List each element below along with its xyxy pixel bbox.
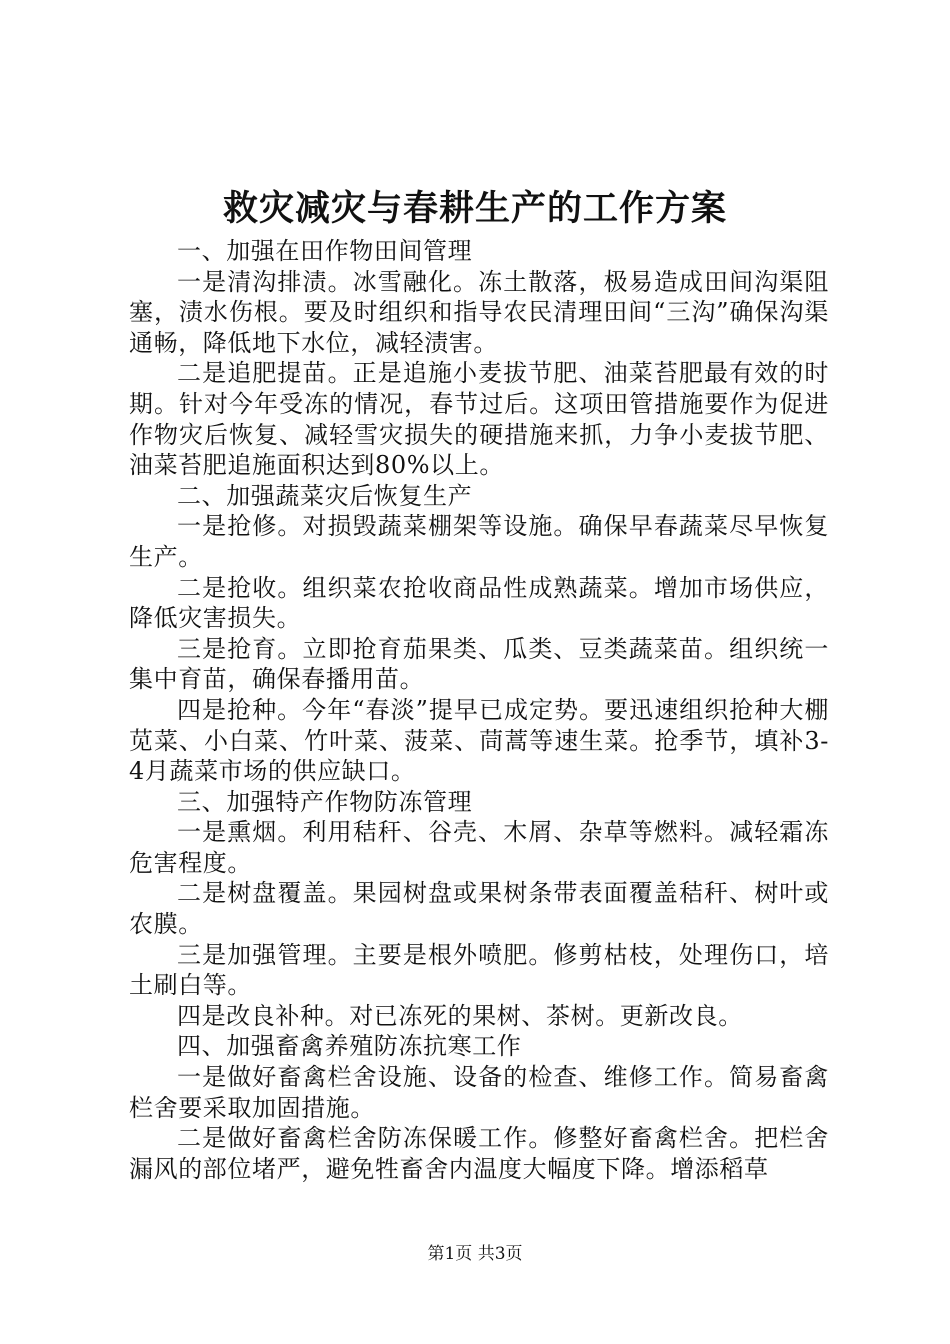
paragraph: 二是树盘覆盖。果园树盘或果树条带表面覆盖秸秆、树叶或农膜。	[129, 879, 829, 939]
document-body	[129, 236, 829, 1184]
paragraph: 一是抢修。对损毁蔬菜棚架等设施。确保早春蔬菜尽早恢复生产。	[129, 512, 829, 571]
section-heading-4: 四、加强畜禽养殖防冻抗寒工作	[177, 1032, 522, 1061]
paragraph: 一是做好畜禽栏舍设施、设备的检查、维修工作。简易畜禽栏舍要采取加固措施。	[129, 1063, 829, 1122]
section-heading-2: 二、加强蔬菜灾后恢复生产	[177, 481, 473, 510]
paragraph: 一是熏烟。利用秸秆、谷壳、木屑、杂草等燃料。减轻霜冻危害程度。	[129, 818, 829, 877]
paragraph: 一是清沟排渍。冰雪融化。冻土散落，极易造成田间沟渠阻塞，渍水伤根。要及时组织和指导农民清理田间“三沟”确保沟渠通畅，降低地下水位，减轻渍害。	[129, 267, 829, 357]
paragraph: 四是抢种。今年“春淡”提早已成定势。要迅速组织抢种大棚苋菜、小白菜、竹叶菜、菠菜、茼蒿等速生菜。抢季节，填补3-4月蔬菜市场的供应缺口。	[129, 695, 829, 786]
paragraph: 三是抢育。立即抢育茄果类、瓜类、豆类蔬菜苗。组织统一集中育苗，确保春播用苗。	[129, 634, 829, 694]
section-heading-3: 三、加强特产作物防冻管理	[177, 787, 473, 816]
paragraph: 二是抢收。组织菜农抢收商品性成熟蔬菜。增加市场供应，降低灾害损失。	[129, 573, 829, 633]
paragraph: 二是追肥提苗。正是追施小麦拔节肥、油菜苔肥最有效的时期。针对今年受冻的情况，春节过后。这项田管措施要作为促进作物灾后恢复、减轻雪灾损失的硬措施来抓，力争小麦拔节肥、油菜苔肥追施面积达到80%以上。	[129, 359, 829, 480]
paragraph: 三是加强管理。主要是根外喷肥。修剪枯枝，处理伤口，培土刷白等。	[129, 940, 829, 1000]
paragraph: 四是改良补种。对已冻死的果树、茶树。更新改良。	[177, 1001, 743, 1030]
document-title: 救灾减灾与春耕生产的工作方案	[222, 188, 727, 229]
paragraph: 二是做好畜禽栏舍防冻保暖工作。修整好畜禽栏舍。把栏舍漏风的部位堵严，避免牲畜舍内温度大幅度下降。增添稻草	[129, 1124, 829, 1183]
page-number-footer: 第1页 共3页	[427, 1244, 523, 1264]
section-heading-1: 一、加强在田作物田间管理	[177, 237, 473, 265]
